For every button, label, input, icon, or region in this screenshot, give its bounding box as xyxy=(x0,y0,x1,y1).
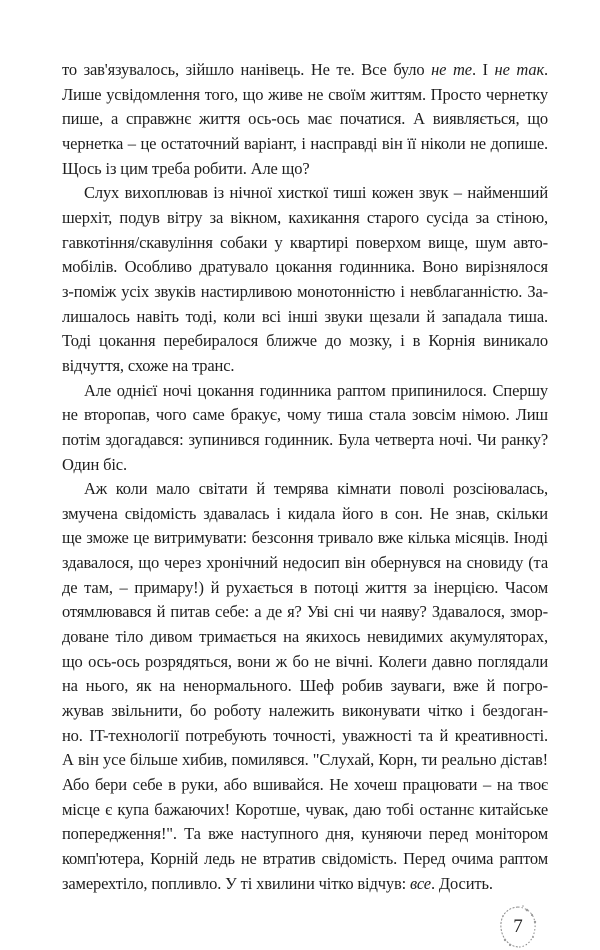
text-line xyxy=(62,822,548,847)
text-line xyxy=(62,724,548,749)
paragraph xyxy=(62,181,548,378)
text-segment: жував звільнити, бо роботу належить виконувати чітко і бездоган- xyxy=(62,701,548,721)
text-segment: здавалося, що через хронічний недосип він обернувся на сновиду (та xyxy=(62,553,548,573)
text-line xyxy=(62,428,548,453)
text-segment: гавкотіння/скавуління собаки у квартирі поверхом вище, шум авто- xyxy=(62,232,548,252)
text-segment: ще зможе це витримувати: безсоння тривало вже кілька місяців. Іноді xyxy=(62,528,548,548)
text-line xyxy=(62,157,548,182)
italic-text: не так xyxy=(494,60,545,79)
text-line xyxy=(62,674,548,699)
text-segment: . І xyxy=(471,60,495,79)
text-segment: лишалось навіть тоді, коли всі інші звуки щезали й западала тиша. xyxy=(62,306,548,326)
text-line xyxy=(62,403,548,428)
text-segment: місце є купа бажаючих! Коротше, чувак, даю тобі останнє китайське xyxy=(62,799,548,819)
text-line xyxy=(62,132,548,157)
italic-text: все xyxy=(410,873,431,893)
text-segment: Або бери себе в руки, або вшивайся. Не хочеш працювати – на твоє xyxy=(62,775,548,795)
text-segment: отямлювався й питав себе: а де я? Уві сні чи наяву? Здавалося, змор- xyxy=(62,602,548,622)
text-segment: . Досить. xyxy=(430,873,493,893)
text-line xyxy=(62,280,548,305)
text-line xyxy=(62,379,548,404)
text-line xyxy=(62,83,548,108)
text-line xyxy=(62,181,548,206)
text-line xyxy=(62,798,548,823)
text-segment: Але однієї ночі цокання годинника раптом припинилося. Спершу xyxy=(84,380,548,400)
page-footer xyxy=(62,904,548,950)
text-segment: А він усе більше хибив, помилявся. "Слухай, Корн, ти реально дістав! xyxy=(62,750,548,770)
text-line xyxy=(62,58,548,83)
text-line xyxy=(62,773,548,798)
text-segment: но. IT-технології потребують точності, уважності та й креативності. xyxy=(62,725,548,745)
text-segment: Слух вихоплював із нічної хисткої тиші кожен звук – найменший xyxy=(84,183,548,203)
text-segment: Щось із цим треба робити. Але що? xyxy=(62,158,310,178)
text-segment: відчуття, схоже на транс. xyxy=(62,355,235,375)
text-line xyxy=(62,526,548,551)
text-segment: пише, а справжнє життя ось-ось має початися. А виявляється, що xyxy=(62,109,548,129)
text-line xyxy=(62,477,548,502)
text-segment: не второпав, чого саме бракує, чому тиша стала зовсім німою. Лиш xyxy=(62,405,548,425)
text-line xyxy=(62,231,548,256)
text-segment: Аж коли мало світати й темрява кімнати поволі розсіювалась, xyxy=(84,479,548,499)
book-page-text xyxy=(62,58,548,896)
text-line xyxy=(62,354,548,379)
text-segment: на нього, як на ненормального. Шеф робив зауваги, вже й погро- xyxy=(62,676,548,696)
paragraph xyxy=(62,58,548,181)
text-line xyxy=(62,625,548,650)
text-segment: Тоді цокання перебиралося ближче до мозку, і в Корнія виникало xyxy=(62,331,548,351)
text-line xyxy=(62,502,548,527)
text-line xyxy=(62,699,548,724)
text-segment: змучена свідомість здавалась і кидала його в сон. Не знав, скільки xyxy=(62,503,548,523)
text-segment: то зав'язувалось, зійшло нанівець. Не те. Все було xyxy=(62,60,432,79)
page-number: 7 xyxy=(513,916,523,938)
page-number-badge xyxy=(497,904,539,950)
text-segment: замерехтіло, попливло. У ті хвилини чітко відчув: xyxy=(62,873,411,893)
text-segment: . xyxy=(544,60,548,79)
text-segment: попередження!". Та вже наступного дня, куняючи перед монітором xyxy=(62,824,548,844)
text-line xyxy=(62,872,548,897)
text-line xyxy=(62,650,548,675)
text-segment: доване тіло дивом тримається на якихось невидимих акумуляторах, xyxy=(62,627,548,647)
text-segment: Лише усвідомлення того, що живе не своїм життям. Просто чернетку xyxy=(62,84,548,104)
text-segment: Один біс. xyxy=(62,454,127,474)
text-segment: що ось-ось розрядяться, вони ж бо не вічні. Колеги давно поглядали xyxy=(62,651,548,671)
text-line xyxy=(62,329,548,354)
text-segment: з-поміж усіх звуків настирливою монотонністю і невблаганністю. За- xyxy=(62,281,548,301)
text-line xyxy=(62,576,548,601)
text-line xyxy=(62,551,548,576)
text-segment: комп'ютера, Корній ледь не втратив свідомість. Перед очима раптом xyxy=(62,849,548,868)
text-line xyxy=(62,305,548,330)
italic-text: не те xyxy=(431,60,472,79)
paragraph xyxy=(62,379,548,478)
text-line xyxy=(62,847,548,872)
text-line xyxy=(62,107,548,132)
paragraph xyxy=(62,477,548,896)
text-segment: потім здогадався: зупинився годинник. Була четверта ночі. Чи ранку? xyxy=(62,429,548,449)
text-line xyxy=(62,206,548,231)
text-line xyxy=(62,255,548,280)
text-line xyxy=(62,453,548,478)
text-segment: шерхіт, подув вітру за вікном, кахикання старого сусіда за стіною, xyxy=(62,207,548,227)
text-line xyxy=(62,748,548,773)
text-segment: мобілів. Особливо дратувало цокання годинника. Воно вирізнялося xyxy=(62,257,548,277)
text-line xyxy=(62,600,548,625)
text-segment: де там, – примару!) й рухається в потоці життя за інерцією. Часом xyxy=(62,577,548,597)
text-segment: чернетка – це остаточний варіант, і насправді він її ніколи не допише. xyxy=(62,133,548,153)
